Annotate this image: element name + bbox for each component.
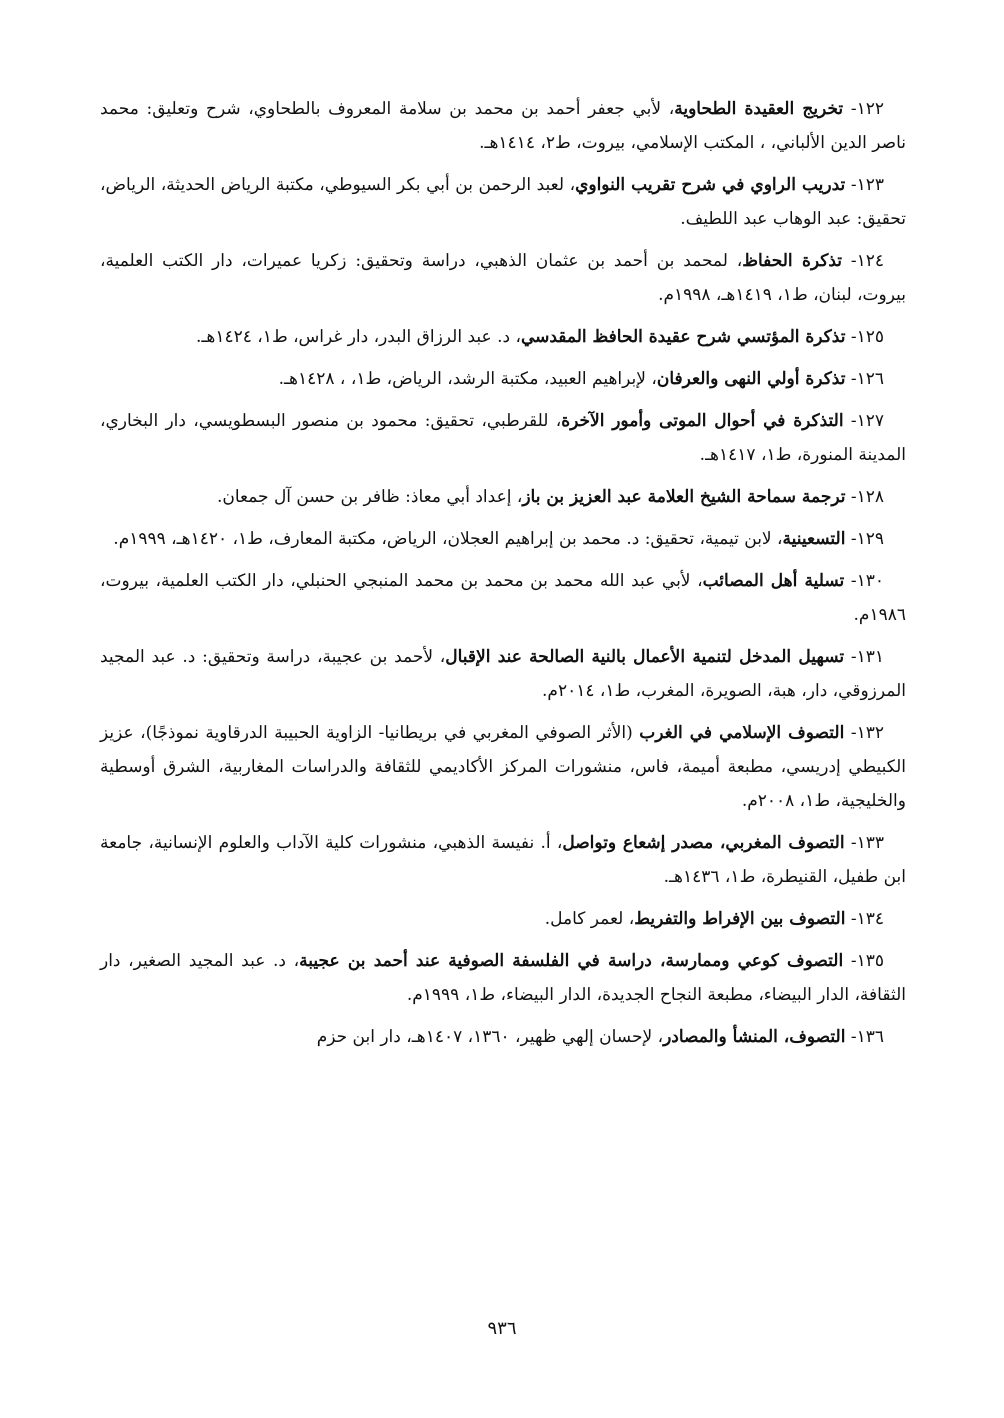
bibliography-entry: [100, 168, 906, 236]
entry-title: تذكرة الحفاظ: [742, 251, 843, 271]
entry-title: تدريب الراوي في شرح تقريب النواوي: [575, 175, 846, 195]
entry-number: ١٢٤-: [842, 251, 884, 271]
entry-title: ترجمة سماحة الشيخ العلامة عبد العزيز بن باز: [522, 487, 846, 507]
entry-details: ، لمحمد بن أحمد بن عثمان الذهبي، دراسة وتحقيق: زكريا عميرات، دار الكتب العلمية، بيروت، لبنان، ط١، ١٤١٩هـ، ١٩٩٨م.: [100, 251, 906, 305]
entry-details: ، لأبي عبد الله محمد بن محمد بن محمد المنبجي الحنبلي، دار الكتب العلمية، بيروت، ١٩٨٦م.: [100, 571, 906, 625]
entry-title: التصوف بين الإفراط والتفريط: [634, 909, 846, 929]
entry-number: ١٣٣-: [844, 833, 884, 853]
bibliography-entry: [100, 92, 906, 160]
entry-number: ١٣٢-: [844, 723, 884, 743]
bibliography-entry: [100, 362, 906, 396]
entry-details: ، لعمر كامل.: [544, 909, 635, 929]
entry-details: ، د. عبد المجيد الصغير، دار الثقافة، الدار البيضاء، مطبعة النجاح الجديدة، الدار البيضاء، ط١، ١٩٩٩م.: [100, 951, 906, 1005]
entry-details: ، لإحسان إلهي ظهير، ١٣٦٠، ١٤٠٧هـ، دار ابن حزم: [316, 1027, 664, 1047]
entry-title: تذكرة المؤتسي شرح عقيدة الحافظ المقدسي: [520, 327, 846, 347]
bibliography-entry: [100, 826, 906, 894]
entry-title: التصوف كوعي وممارسة، دراسة في الفلسفة الصوفية عند أحمد بن عجيبة: [299, 951, 844, 971]
bibliography-entry: [100, 944, 906, 1012]
entry-number: ١٢٦-: [845, 369, 884, 389]
entry-number: ١٣٤-: [845, 909, 884, 929]
entry-title: تسهيل المدخل لتنمية الأعمال بالنية الصالحة عند الإقبال: [445, 647, 845, 667]
bibliography-entry: [100, 640, 906, 708]
bibliography-entry: [100, 522, 906, 556]
entry-number: ١٣٥-: [843, 951, 885, 971]
entry-details: ، للقرطبي، تحقيق: محمود بن منصور البسطويسي، دار البخاري، المدينة المنورة، ط١، ١٤١٧هـ.: [100, 411, 906, 465]
page-number: ٩٣٦: [487, 1318, 517, 1339]
entry-title: التصوف، المنشأ والمصادر: [663, 1027, 846, 1047]
entry-number: ١٢٥-: [845, 327, 884, 347]
entry-details: ، أ. نفيسة الذهبي، منشورات كلية الآداب والعلوم الإنسانية، جامعة ابن طفيل، القنيطرة، ط١، ١٤٣٦هـ.: [100, 833, 906, 887]
entry-number: ١٣٦-: [845, 1027, 884, 1047]
entry-number: ١٢٣-: [845, 175, 884, 195]
entry-details: (الأثر الصوفي المغربي في بريطانيا- الزاوية الحبيبة الدرقاوية نموذجًا)، عزيز الكبيطي إدريسي، مطبعة أميمة، فاس، منشورات المركز الأكاديمي للثقافة والدراسات المغاربية، الشرق أوسطية والخليجية، ط١، ٢٠٠٨م.: [100, 723, 906, 811]
entry-details: ، د. عبد الرزاق البدر، دار غراس، ط١، ١٤٢٤هـ.: [196, 327, 521, 347]
bibliography-entry: [100, 1020, 906, 1054]
entry-details: ، لأبي جعفر أحمد بن محمد بن سلامة المعروف بالطحاوي، شرح وتعليق: محمد ناصر الدين الألباني، ، المكتب الإسلامي، بيروت، ط٢، ١٤١٤هـ.: [100, 99, 906, 153]
bibliography-entry: [100, 716, 906, 818]
entry-number: ١٢٩-: [845, 529, 884, 549]
entry-number: ١٢٨-: [845, 487, 884, 507]
bibliography-list: [100, 92, 906, 1062]
entry-details: ، لإبراهيم العبيد، مكتبة الرشد، الرياض، ط١، ، ١٤٢٨هـ.: [278, 369, 657, 389]
entry-details: ، لابن تيمية، تحقيق: د. محمد بن إبراهيم العجلان، الرياض، مكتبة المعارف، ط١، ١٤٢٠هـ، ١٩٩٩م.: [113, 529, 783, 549]
entry-title: تسلية أهل المصائب: [702, 571, 845, 591]
bibliography-entry: [100, 404, 906, 472]
bibliography-entry: [100, 244, 906, 312]
entry-number: ١٣١-: [844, 647, 884, 667]
entry-title: التصوف المغربي، مصدر إشعاع وتواصل: [562, 833, 845, 853]
entry-details: ، لعبد الرحمن بن أبي بكر السيوطي، مكتبة الرياض الحديثة، الرياض، تحقيق: عبد الوهاب عبد اللطيف.: [100, 175, 906, 229]
entry-number: ١٢٢-: [843, 99, 884, 119]
entry-title: تذكرة أولي النهى والعرفان: [656, 369, 846, 389]
bibliography-entry: [100, 902, 906, 936]
entry-title: تخريج العقيدة الطحاوية: [674, 99, 844, 119]
bibliography-entry: [100, 480, 906, 514]
bibliography-entry: [100, 320, 906, 354]
entry-number: ١٣٠-: [844, 571, 885, 591]
entry-details: ، إعداد أبي معاذ: ظافر بن حسن آل جمعان.: [216, 487, 523, 507]
entry-title: التسعينية: [782, 529, 846, 549]
entry-title: التصوف الإسلامي في الغرب: [639, 723, 845, 743]
entry-number: ١٢٧-: [843, 411, 884, 431]
bibliography-entry: [100, 564, 906, 632]
entry-title: التذكرة في أحوال الموتى وأمور الآخرة: [561, 411, 844, 431]
entry-details: ، لأحمد بن عجيبة، دراسة وتحقيق: د. عبد المجيد المرزوقي، دار، هبة، الصويرة، المغرب، ط١، ٢٠١٤م.: [100, 647, 906, 701]
